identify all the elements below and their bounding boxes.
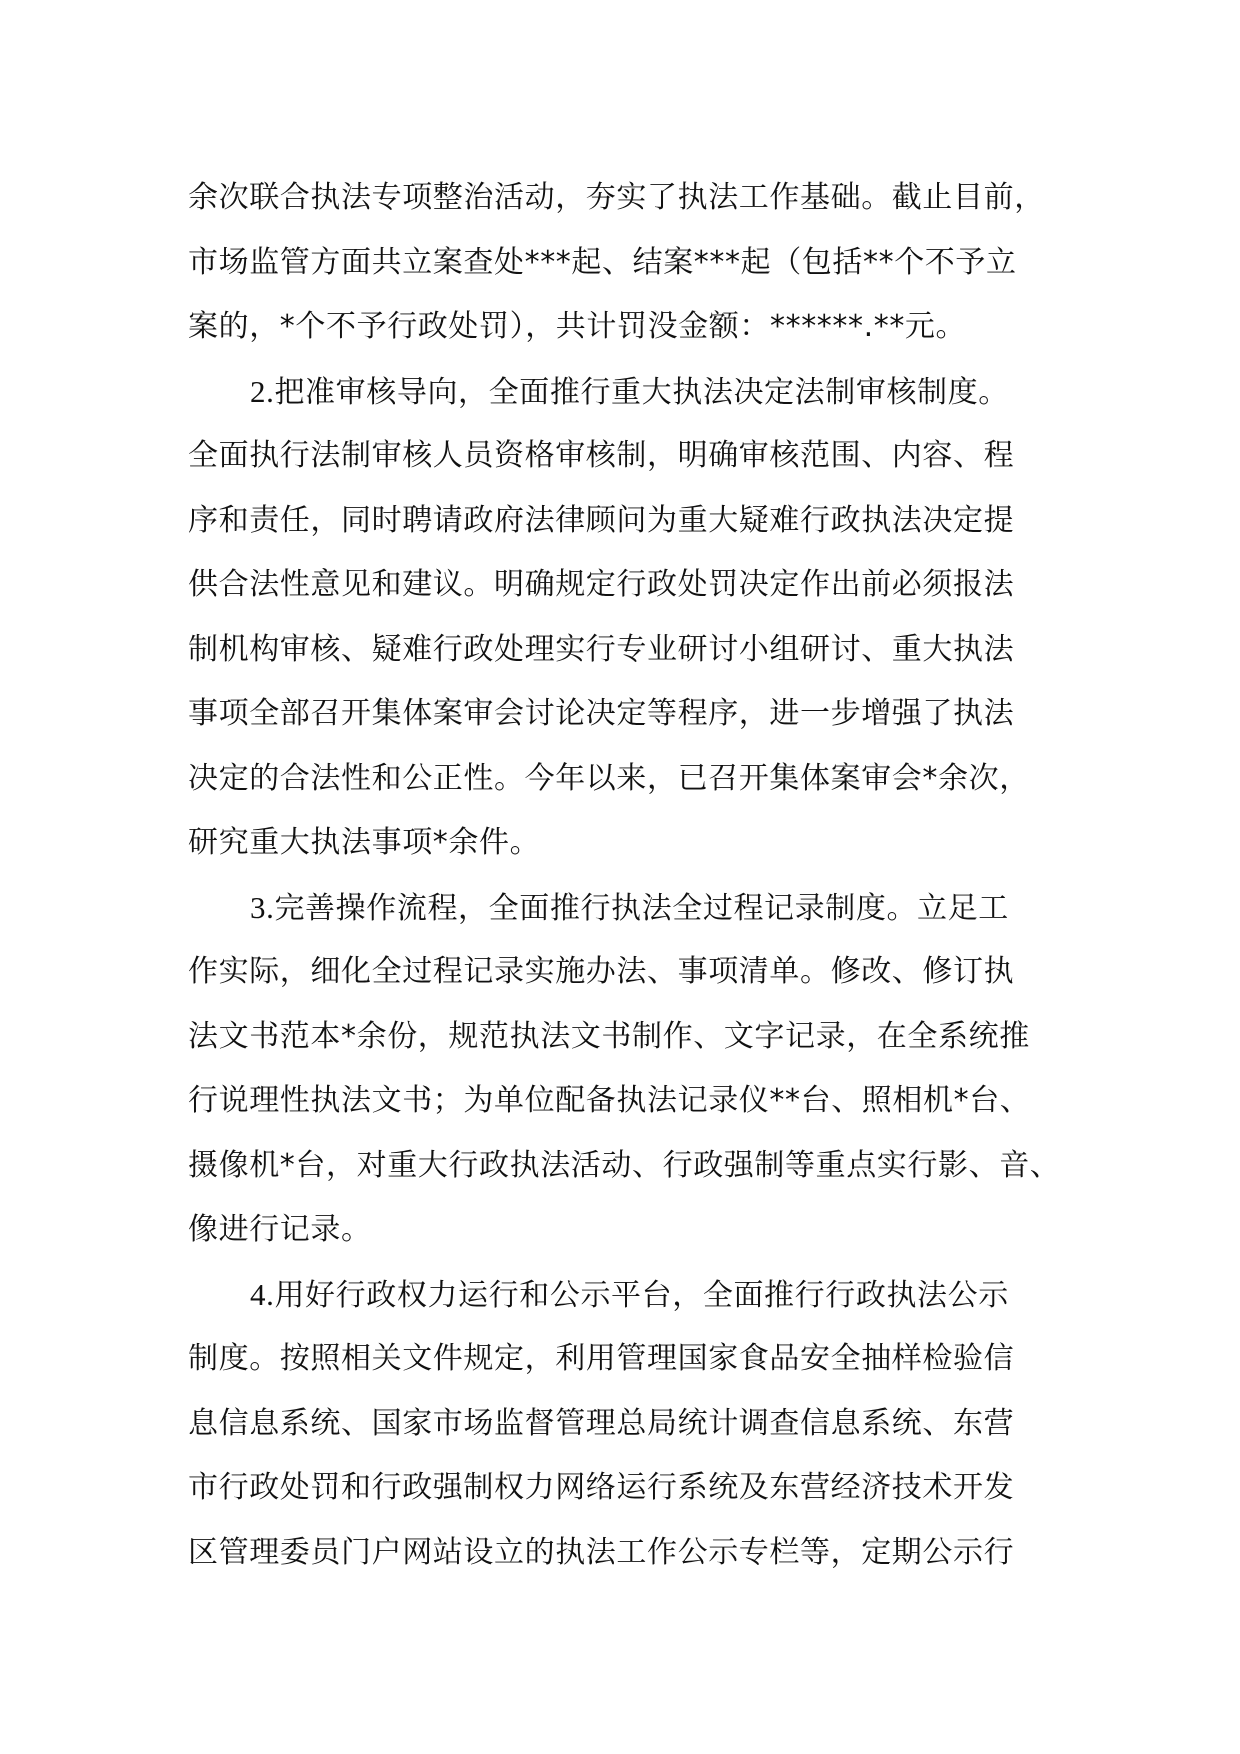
text-line: 行说理性执法文书；为单位配备执法记录仪**台、照相机*台、 bbox=[188, 1083, 1031, 1118]
text-line: 决定的合法性和公正性。今年以来，已召开集体案审会*余次， bbox=[188, 760, 1030, 796]
text-line: 研究重大执法事项*余件。 bbox=[188, 825, 541, 860]
text-line: 摄像机*台，对重大行政执法活动、行政强制等重点实行影、音、 bbox=[188, 1147, 1061, 1183]
document-body bbox=[188, 166, 1068, 1585]
item-number: 4. bbox=[250, 1276, 275, 1312]
text-line: 序和责任，同时聘请政府法律顾问为重大疑难行政执法决定提 bbox=[188, 502, 1015, 538]
text-line: 制度。按照相关文件规定，利用管理国家食品安全抽样检验信 bbox=[188, 1341, 1015, 1376]
item-heading-text: 把准审核导向，全面推行重大执法决定法制审核制度。 bbox=[274, 374, 1009, 410]
text-line: 事项全部召开集体案审会讨论决定等程序，进一步增强了执法 bbox=[188, 696, 1015, 731]
text-line bbox=[188, 1263, 1068, 1328]
text-line: 案的，*个不予行政处罚），共计罚没金额：******.**元。 bbox=[188, 309, 967, 344]
text-line: 市场监管方面共立案查处***起、结案***起（包括**个不予立 bbox=[188, 244, 1017, 280]
item-number: 3. bbox=[250, 889, 275, 925]
item-heading-text: 用好行政权力运行和公示平台，全面推行行政执法公示 bbox=[274, 1277, 1009, 1313]
item-number: 2. bbox=[250, 373, 275, 409]
item-heading-text: 完善操作流程，全面推行执法全过程记录制度。立足工 bbox=[274, 890, 1009, 926]
text-line bbox=[188, 876, 1068, 941]
text-line: 法文书范本*余份，规范执法文书制作、文字记录，在全系统推 bbox=[188, 1018, 1030, 1054]
text-line: 余次联合执法专项整治活动，夯实了执法工作基础。截止目前， bbox=[188, 180, 1045, 215]
text-line: 作实际，细化全过程记录实施办法、事项清单。修改、修订执 bbox=[188, 954, 1015, 989]
text-line: 制机构审核、疑难行政处理实行专业研讨小组研讨、重大执法 bbox=[188, 631, 1015, 667]
paragraph-item-4 bbox=[188, 1263, 1068, 1586]
text-line: 全面执行法制审核人员资格审核制，明确审核范围、内容、程 bbox=[188, 438, 1015, 473]
paragraph-item-2 bbox=[188, 360, 1068, 876]
text-line bbox=[188, 360, 1068, 425]
paragraph-continuation bbox=[188, 166, 1068, 360]
text-line: 息信息系统、国家市场监督管理总局统计调查信息系统、东营 bbox=[188, 1405, 1015, 1441]
text-line: 市行政处罚和行政强制权力网络运行系统及东营经济技术开发 bbox=[188, 1470, 1015, 1505]
text-line: 区管理委员门户网站设立的执法工作公示专栏等，定期公示行 bbox=[188, 1534, 1015, 1570]
text-line: 供合法性意见和建议。明确规定行政处罚决定作出前必须报法 bbox=[188, 567, 1015, 602]
paragraph-item-3 bbox=[188, 876, 1068, 1263]
text-line: 像进行记录。 bbox=[188, 1212, 372, 1247]
